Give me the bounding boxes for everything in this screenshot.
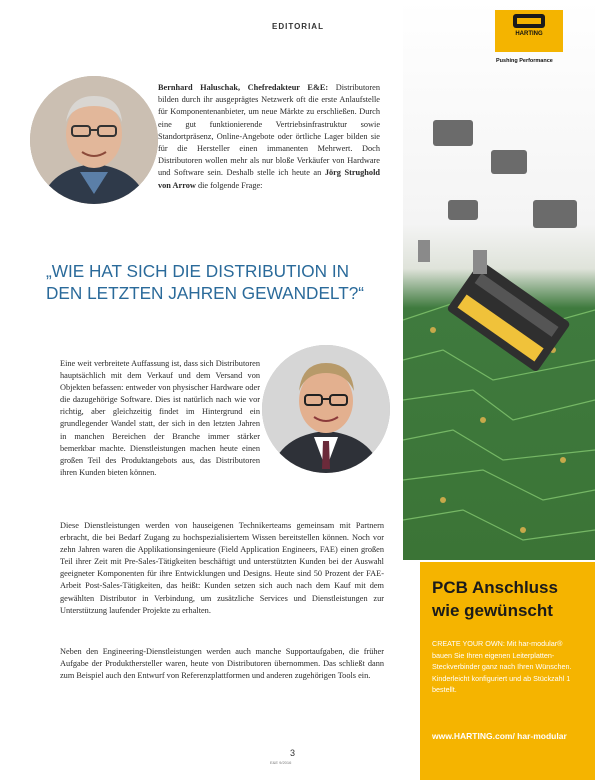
page-footer-note: E&E 9/2016 bbox=[270, 760, 292, 765]
page-number: 3 bbox=[290, 748, 296, 758]
body-paragraph-1: Eine weit verbreitete Auffassung ist, dass sich Distributoren hauptsächlich mit dem Verkauf und dem Versand von Objekten befassen: entweder von physischer Hardware oder die dazugehörige Software. Dies ist natürlich nach wie vor richtig, aber gleichzeitig findet im Hintergrund ein grundlegender Wandel statt, der sich in den letzten Jahren in manchen Bereichen der Branche immer stärker bemerkbar machte. Dienstleistungen machen heute einen großen Teil des Produktangebots aus, das Distributoren ihren Kunden bieten können. bbox=[60, 359, 260, 477]
ad-body-text: CREATE YOUR OWN: Mit har-modular® bauen Sie Ihren eigenen Leiterplatten-Steckverbinder ganz nach Ihren Wünschen. Kinderleicht konfiguriert und ab Stückzahl 1 bestellt. bbox=[432, 639, 572, 694]
portrait-interviewee bbox=[262, 345, 390, 473]
ad-title: PCB Anschluss wie gewünscht bbox=[432, 578, 558, 620]
lead-interviewee: Jörg Strughold von Arrow bbox=[158, 168, 380, 190]
body-paragraph-2: Diese Dienstleistungen werden von hauseigenen Technikerteams gemeinsam mit Partnern erbracht, die bei Bedarf Zugang zu hochspezialisiertem Wissen bereitstellen können. Noch vor zehn Jahren waren die Applikationsingenieure (Field Application Engineers, FAE) einen großen Teil ihrer Zeit mit Pre-Sales-Tätigkeiten beschäftigt und unterstützten Kunden bei der Auswahl geeigneter Komponenten für ihre Entwicklungen und Designs. Heute sind 50 Prozent der FAE-Arbeit Post-Sales-Tätigkeiten, das heißt: Kunden setzen sich auch nach dem Kauf mit dem gewählten Distributor in Verbindung, um zusätzliche Services und Dienstleistungen zur Unterstützung laufender Projekte zu erhalten. bbox=[60, 521, 384, 615]
brand-name: HARTING bbox=[515, 31, 543, 37]
body-paragraph-3: Neben den Engineering-Dienstleistungen werden auch manche Supportaufgaben, die früher Aufgabe der Produkthersteller waren, heute von Distributoren übernommen. Das schließt dann zum Beispiel auch den Entwurf von Referenzplattformen und anderen zugehörigen Tools ein. bbox=[60, 647, 384, 681]
ad-product-image bbox=[403, 0, 595, 560]
article-headline: „WIE HAT SICH DIE DISTRIBUTION IN DEN LETZTEN JAHREN GEWANDELT?“ bbox=[46, 261, 365, 303]
portrait-editor bbox=[30, 76, 158, 204]
lead-paragraph bbox=[158, 82, 380, 192]
brand-tagline: Pushing Performance bbox=[496, 58, 553, 64]
lead-text: Distributoren bilden durch ihr ausgeprägtes Netzwerk oft die erste Anlaufstelle für Komponentenanbieter, um neue Märkte zu erschließen. Durch eine gut funktionierende Vertriebsinfrastruktur sowie Standortpräsenz, Online-Angebote oder örtliche Lager bilden sie für die Hersteller einen immanenten Mehrwert. Doch Distributoren wollen mehr als nur bloße Verkäufer von Hardware und Software sein. Deshalb stelle ich heute an bbox=[158, 83, 380, 178]
lead-text-end: die folgende Frage: bbox=[195, 180, 263, 190]
lead-author: Bernhard Haluschak, Chefredakteur E&E: bbox=[158, 83, 329, 92]
ad-url-link[interactable]: www.HARTING.com/ har-modular bbox=[432, 731, 567, 741]
section-header: EDITORIAL bbox=[272, 22, 324, 31]
